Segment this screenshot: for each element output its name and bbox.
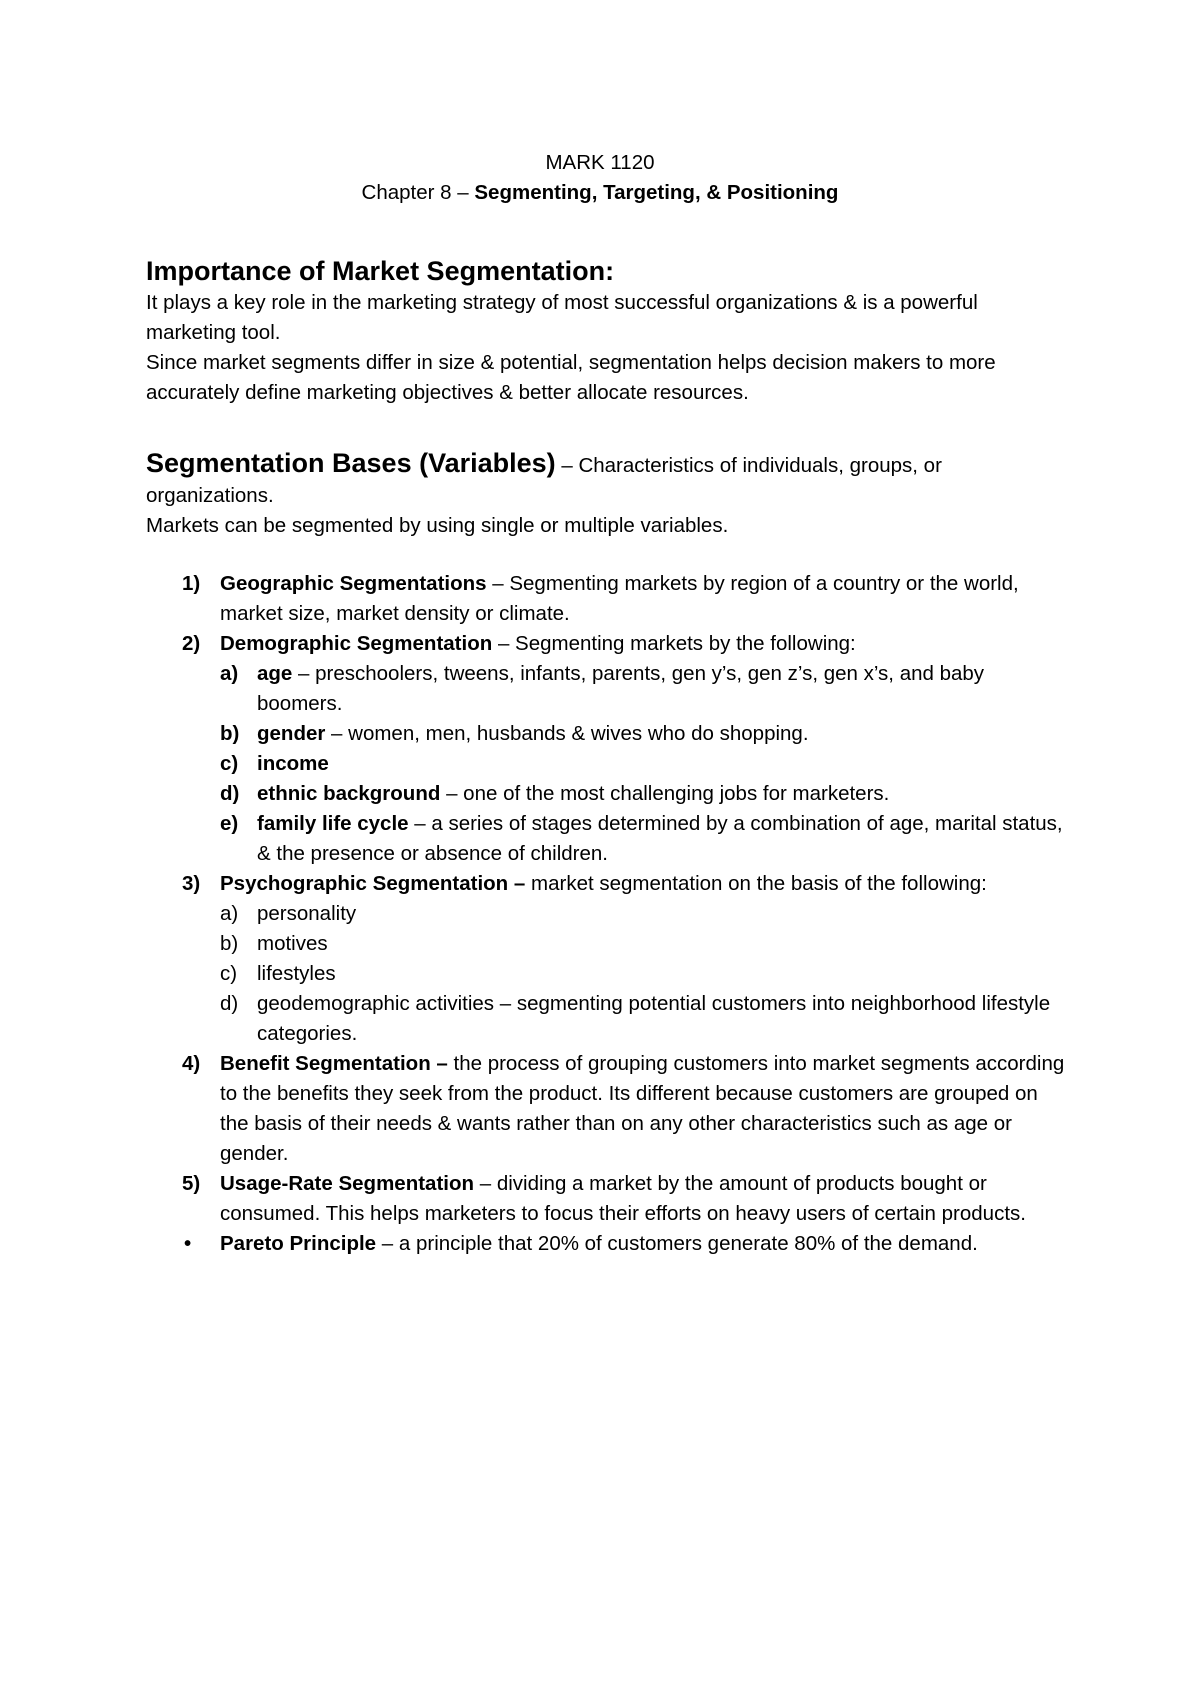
sublist-letter: d) (220, 782, 240, 805)
item-term: Demographic Segmentation (220, 632, 493, 655)
item-term: Psychographic Segmentation – (220, 872, 526, 895)
subitem-text: lifestyles (257, 962, 336, 985)
item-desc: – Segmenting markets by region of a country or the world, market size, market density or climate. (220, 572, 1019, 625)
list-item-psychographic (146, 869, 1066, 1049)
psychographic-sublist (220, 899, 1066, 1049)
list-number: 4) (182, 1052, 201, 1075)
bases-section (146, 448, 1066, 1259)
list-item-benefit (146, 1049, 1066, 1169)
sublist-letter: a) (220, 902, 239, 925)
sublist-letter: b) (220, 722, 240, 745)
sublist-letter: a) (220, 662, 239, 685)
list-number: 2) (182, 632, 201, 655)
subitem-term: gender (257, 722, 326, 745)
item-term: Geographic Segmentations (220, 572, 487, 595)
bases-list (146, 569, 1066, 1259)
sublist-item (220, 719, 1066, 749)
sublist-item (220, 809, 1066, 869)
item-desc: – a principle that 20% of customers generate 80% of the demand. (376, 1232, 978, 1255)
document-page (146, 148, 1066, 1259)
sublist-letter: b) (220, 932, 239, 955)
list-number: 1) (182, 572, 201, 595)
sublist-item (220, 929, 1066, 959)
chapter-title: Segmenting, Targeting, & Positioning (474, 181, 839, 204)
document-header (0, 148, 1200, 208)
item-term: Benefit Segmentation – (220, 1052, 448, 1075)
importance-section (146, 254, 1066, 408)
list-number: 5) (182, 1172, 201, 1195)
subitem-desc: – preschoolers, tweens, infants, parents, gen y’s, gen z’s, gen x’s, and baby boomers. (257, 662, 985, 715)
subitem-desc: – a series of stages determined by a combination of age, marital status, & the presence or absence of children. (257, 812, 1063, 865)
subitem-term: ethnic background (257, 782, 441, 805)
sublist-item (220, 749, 1066, 779)
sublist-item (220, 959, 1066, 989)
sublist-item (220, 989, 1066, 1049)
sublist-letter: c) (220, 752, 239, 775)
list-item-usage-rate (146, 1169, 1066, 1229)
subitem-text: geodemographic activities – segmenting potential customers into neighborhood lifestyle categories. (257, 992, 1051, 1045)
sublist-item (220, 659, 1066, 719)
subitem-term: family life cycle (257, 812, 409, 835)
chapter-prefix: Chapter 8 – (361, 181, 475, 204)
bases-heading-line (146, 448, 1066, 511)
sublist-item (220, 779, 1066, 809)
bases-paragraph: Markets can be segmented by using single or multiple variables. (146, 514, 729, 537)
subitem-term: income (257, 752, 329, 775)
list-item-demographic (146, 629, 1066, 869)
sublist-letter: d) (220, 992, 239, 1015)
list-number: 3) (182, 872, 201, 895)
subitem-text: personality (257, 902, 357, 925)
list-item-geographic (146, 569, 1066, 629)
subitem-term: age (257, 662, 293, 685)
importance-paragraph-2: Since market segments differ in size & potential, segmentation helps decision makers to more accurately define marketing objectives & better allocate resources. (146, 351, 996, 404)
sublist-letter: c) (220, 962, 238, 985)
item-desc: the process of grouping customers into market segments according to the benefits they seek from the product. Its different because customers are grouped on the basis of their needs & wants rather than on any other characteristics such as age or gender. (220, 1052, 1065, 1165)
subitem-text: motives (257, 932, 328, 955)
subitem-desc: – women, men, husbands & wives who do shopping. (325, 722, 809, 745)
subitem-desc: – one of the most challenging jobs for marketers. (440, 782, 890, 805)
importance-heading: Importance of Market Segmentation: (146, 256, 615, 286)
item-desc: – Segmenting markets by the following: (492, 632, 856, 655)
sublist-letter: e) (220, 812, 239, 835)
demographic-sublist (220, 659, 1066, 869)
item-desc: – dividing a market by the amount of products bought or consumed. This helps marketers to focus their efforts on heavy users of certain products. (220, 1172, 1026, 1225)
item-term: Usage-Rate Segmentation (220, 1172, 475, 1195)
sublist-item (220, 899, 1066, 929)
importance-paragraph-1: It plays a key role in the marketing strategy of most successful organizations & is a powerful marketing tool. (146, 291, 978, 344)
item-desc: market segmentation on the basis of the following: (525, 872, 987, 895)
item-term: Pareto Principle (220, 1232, 377, 1255)
list-item-pareto (146, 1229, 1066, 1259)
bullet-icon: • (184, 1232, 192, 1255)
bases-heading-desc: – Characteristics of individuals, groups, or organizations. (146, 454, 942, 507)
bases-heading: Segmentation Bases (Variables) (146, 448, 556, 478)
chapter-line (0, 178, 1200, 208)
course-code: MARK 1120 (545, 151, 655, 174)
